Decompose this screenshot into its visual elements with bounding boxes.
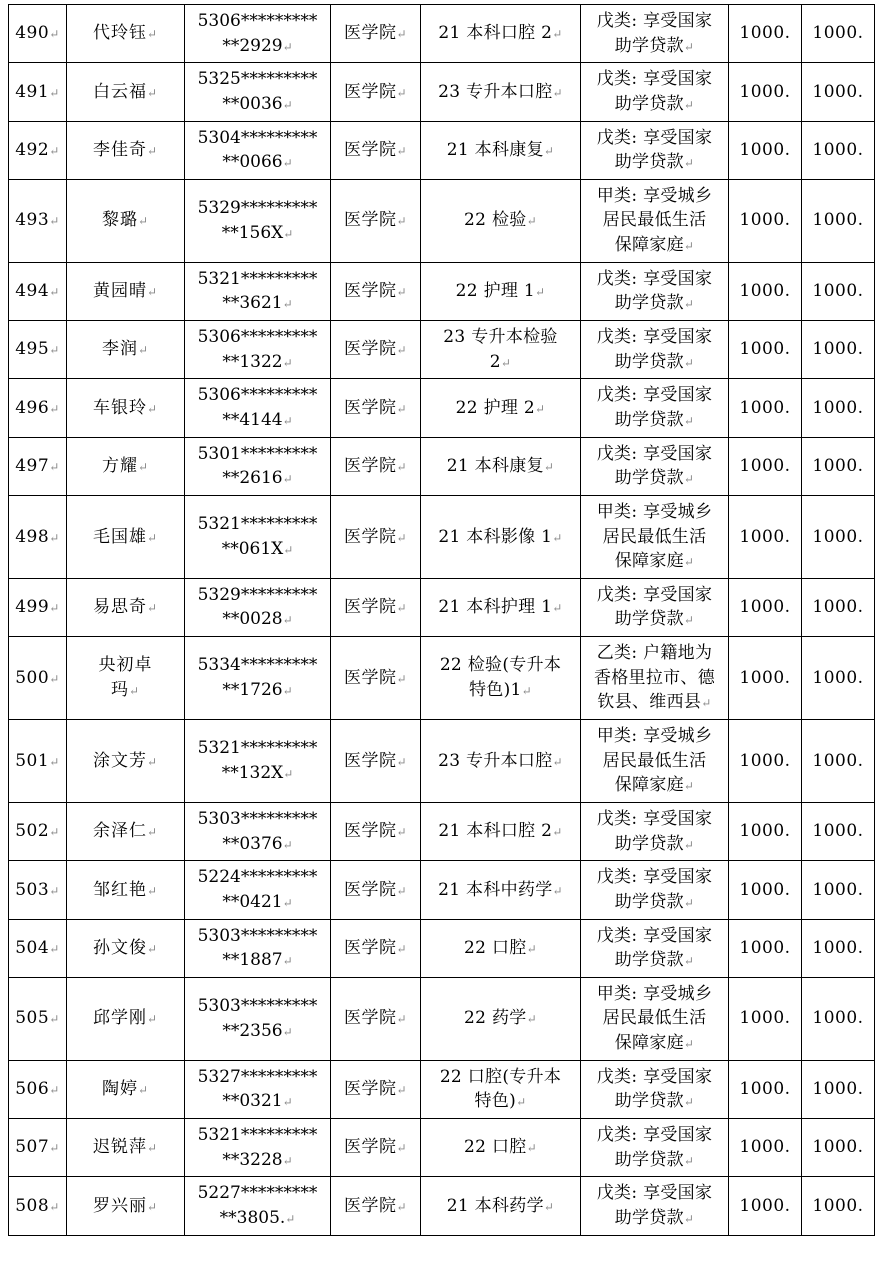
- cell-category: 戊类: 享受国家 助学贷款↵: [581, 5, 729, 63]
- cell-index: 503↵: [9, 861, 67, 919]
- cell-college: 医学院↵: [331, 861, 421, 919]
- table-row: [9, 179, 875, 262]
- cell-id-number: 5224********* **0421↵: [185, 861, 331, 919]
- cell-id-number: 5329********* **0028↵: [185, 578, 331, 636]
- cell-major-class: 21 本科影像 1↵: [421, 495, 581, 578]
- table-row: [9, 720, 875, 803]
- cell-student-name: 涂文芳↵: [67, 720, 185, 803]
- cell-index: 504↵: [9, 919, 67, 977]
- cell-amount-approved: 1000.: [729, 121, 802, 179]
- cell-student-name: 方耀↵: [67, 437, 185, 495]
- cell-id-number: 5321********* **132X↵: [185, 720, 331, 803]
- cell-major-class: 22 护理 2↵: [421, 379, 581, 437]
- cell-index: 499↵: [9, 578, 67, 636]
- cell-college: 医学院↵: [331, 63, 421, 121]
- table-row: [9, 262, 875, 320]
- cell-category: 甲类: 享受城乡 居民最低生活 保障家庭↵: [581, 720, 729, 803]
- cell-category: 戊类: 享受国家 助学贷款↵: [581, 1060, 729, 1118]
- cell-major-class: 21 本科口腔 2↵: [421, 5, 581, 63]
- cell-index: 506↵: [9, 1060, 67, 1118]
- cell-college: 医学院↵: [331, 495, 421, 578]
- cell-category: 甲类: 享受城乡 居民最低生活 保障家庭↵: [581, 179, 729, 262]
- cell-college: 医学院↵: [331, 1177, 421, 1235]
- cell-category: 戊类: 享受国家 助学贷款↵: [581, 861, 729, 919]
- cell-amount-granted: 1000.: [802, 802, 875, 860]
- cell-major-class: 21 本科药学↵: [421, 1177, 581, 1235]
- cell-amount-approved: 1000.: [729, 495, 802, 578]
- cell-amount-granted: 1000.: [802, 321, 875, 379]
- cell-id-number: 5325********* **0036↵: [185, 63, 331, 121]
- cell-college: 医学院↵: [331, 919, 421, 977]
- cell-id-number: 5303********* **1887↵: [185, 919, 331, 977]
- cell-category: 戊类: 享受国家 助学贷款↵: [581, 321, 729, 379]
- cell-amount-granted: 1000.: [802, 121, 875, 179]
- table-row: [9, 63, 875, 121]
- table-row: [9, 1118, 875, 1176]
- cell-category: 戊类: 享受国家 助学贷款↵: [581, 63, 729, 121]
- cell-amount-approved: 1000.: [729, 437, 802, 495]
- cell-id-number: 5329********* **156X↵: [185, 179, 331, 262]
- cell-amount-granted: 1000.: [802, 977, 875, 1060]
- cell-student-name: 陶婷↵: [67, 1060, 185, 1118]
- cell-amount-approved: 1000.: [729, 977, 802, 1060]
- cell-amount-granted: 1000.: [802, 861, 875, 919]
- cell-id-number: 5227********* **3805.↵: [185, 1177, 331, 1235]
- cell-id-number: 5303********* **0376↵: [185, 802, 331, 860]
- cell-major-class: 23 专升本检验 2↵: [421, 321, 581, 379]
- cell-amount-approved: 1000.: [729, 1177, 802, 1235]
- cell-index: 498↵: [9, 495, 67, 578]
- cell-amount-approved: 1000.: [729, 720, 802, 803]
- cell-major-class: 21 本科护理 1↵: [421, 578, 581, 636]
- cell-category: 戊类: 享受国家 助学贷款↵: [581, 437, 729, 495]
- cell-college: 医学院↵: [331, 179, 421, 262]
- cell-id-number: 5306********* **4144↵: [185, 379, 331, 437]
- cell-student-name: 余泽仁↵: [67, 802, 185, 860]
- cell-student-name: 白云福↵: [67, 63, 185, 121]
- cell-index: 501↵: [9, 720, 67, 803]
- cell-student-name: 黄园晴↵: [67, 262, 185, 320]
- table-row: [9, 802, 875, 860]
- cell-amount-approved: 1000.: [729, 578, 802, 636]
- table-row: [9, 1060, 875, 1118]
- cell-college: 医学院↵: [331, 720, 421, 803]
- cell-student-name: 央初卓 玛↵: [67, 637, 185, 720]
- cell-major-class: 22 检验↵: [421, 179, 581, 262]
- cell-amount-approved: 1000.: [729, 179, 802, 262]
- cell-amount-approved: 1000.: [729, 919, 802, 977]
- subsidy-roster-table: [8, 4, 875, 1236]
- cell-college: 医学院↵: [331, 1060, 421, 1118]
- table-row: [9, 861, 875, 919]
- cell-amount-granted: 1000.: [802, 578, 875, 636]
- cell-amount-granted: 1000.: [802, 1060, 875, 1118]
- cell-student-name: 车银玲↵: [67, 379, 185, 437]
- cell-index: 496↵: [9, 379, 67, 437]
- cell-id-number: 5306********* **2929↵: [185, 5, 331, 63]
- cell-college: 医学院↵: [331, 977, 421, 1060]
- cell-index: 500↵: [9, 637, 67, 720]
- cell-major-class: 21 本科康复↵: [421, 121, 581, 179]
- cell-amount-approved: 1000.: [729, 802, 802, 860]
- cell-index: 493↵: [9, 179, 67, 262]
- cell-category: 戊类: 享受国家 助学贷款↵: [581, 262, 729, 320]
- table-row: [9, 495, 875, 578]
- table-row: [9, 321, 875, 379]
- cell-major-class: 22 药学↵: [421, 977, 581, 1060]
- cell-student-name: 毛国雄↵: [67, 495, 185, 578]
- cell-index: 492↵: [9, 121, 67, 179]
- cell-category: 戊类: 享受国家 助学贷款↵: [581, 379, 729, 437]
- cell-amount-granted: 1000.: [802, 495, 875, 578]
- cell-id-number: 5301********* **2616↵: [185, 437, 331, 495]
- cell-major-class: 23 专升本口腔↵: [421, 63, 581, 121]
- cell-id-number: 5321********* **3621↵: [185, 262, 331, 320]
- cell-college: 医学院↵: [331, 262, 421, 320]
- cell-student-name: 邹红艳↵: [67, 861, 185, 919]
- cell-amount-granted: 1000.: [802, 720, 875, 803]
- cell-id-number: 5306********* **1322↵: [185, 321, 331, 379]
- cell-amount-approved: 1000.: [729, 262, 802, 320]
- cell-category: 戊类: 享受国家 助学贷款↵: [581, 578, 729, 636]
- cell-college: 医学院↵: [331, 637, 421, 720]
- cell-index: 505↵: [9, 977, 67, 1060]
- cell-major-class: 21 本科中药学↵: [421, 861, 581, 919]
- cell-student-name: 邱学刚↵: [67, 977, 185, 1060]
- cell-college: 医学院↵: [331, 802, 421, 860]
- table-row: [9, 379, 875, 437]
- cell-id-number: 5303********* **2356↵: [185, 977, 331, 1060]
- cell-amount-granted: 1000.: [802, 63, 875, 121]
- cell-category: 甲类: 享受城乡 居民最低生活 保障家庭↵: [581, 495, 729, 578]
- table-row: [9, 5, 875, 63]
- cell-student-name: 孙文俊↵: [67, 919, 185, 977]
- table-row: [9, 919, 875, 977]
- cell-index: 495↵: [9, 321, 67, 379]
- cell-major-class: 23 专升本口腔↵: [421, 720, 581, 803]
- cell-index: 508↵: [9, 1177, 67, 1235]
- table-row: [9, 121, 875, 179]
- cell-category: 甲类: 享受城乡 居民最低生活 保障家庭↵: [581, 977, 729, 1060]
- cell-amount-approved: 1000.: [729, 321, 802, 379]
- cell-college: 医学院↵: [331, 121, 421, 179]
- cell-student-name: 李佳奇↵: [67, 121, 185, 179]
- cell-student-name: 李润↵: [67, 321, 185, 379]
- cell-college: 医学院↵: [331, 5, 421, 63]
- cell-student-name: 代玲钰↵: [67, 5, 185, 63]
- table-row: [9, 1177, 875, 1235]
- cell-amount-granted: 1000.: [802, 1118, 875, 1176]
- cell-amount-approved: 1000.: [729, 637, 802, 720]
- cell-college: 医学院↵: [331, 1118, 421, 1176]
- table-row: [9, 578, 875, 636]
- cell-id-number: 5334********* **1726↵: [185, 637, 331, 720]
- cell-amount-granted: 1000.: [802, 179, 875, 262]
- cell-category: 戊类: 享受国家 助学贷款↵: [581, 802, 729, 860]
- cell-category: 戊类: 享受国家 助学贷款↵: [581, 121, 729, 179]
- cell-amount-granted: 1000.: [802, 1177, 875, 1235]
- cell-student-name: 罗兴丽↵: [67, 1177, 185, 1235]
- cell-amount-approved: 1000.: [729, 861, 802, 919]
- cell-college: 医学院↵: [331, 321, 421, 379]
- cell-student-name: 黎璐↵: [67, 179, 185, 262]
- cell-index: 494↵: [9, 262, 67, 320]
- cell-index: 491↵: [9, 63, 67, 121]
- cell-id-number: 5321********* **061X↵: [185, 495, 331, 578]
- cell-category: 戊类: 享受国家 助学贷款↵: [581, 1118, 729, 1176]
- table-body: [9, 5, 875, 1236]
- cell-college: 医学院↵: [331, 578, 421, 636]
- cell-amount-granted: 1000.: [802, 637, 875, 720]
- cell-major-class: 21 本科康复↵: [421, 437, 581, 495]
- cell-major-class: 22 口腔(专升本 特色)↵: [421, 1060, 581, 1118]
- cell-amount-approved: 1000.: [729, 1060, 802, 1118]
- table-row: [9, 437, 875, 495]
- cell-college: 医学院↵: [331, 379, 421, 437]
- cell-student-name: 迟锐萍↵: [67, 1118, 185, 1176]
- cell-major-class: 21 本科口腔 2↵: [421, 802, 581, 860]
- cell-student-name: 易思奇↵: [67, 578, 185, 636]
- cell-major-class: 22 口腔↵: [421, 919, 581, 977]
- cell-major-class: 22 护理 1↵: [421, 262, 581, 320]
- cell-category: 乙类: 户籍地为 香格里拉市、德 钦县、维西县↵: [581, 637, 729, 720]
- cell-amount-granted: 1000.: [802, 437, 875, 495]
- cell-id-number: 5321********* **3228↵: [185, 1118, 331, 1176]
- cell-index: 507↵: [9, 1118, 67, 1176]
- cell-amount-granted: 1000.: [802, 262, 875, 320]
- cell-major-class: 22 口腔↵: [421, 1118, 581, 1176]
- cell-amount-approved: 1000.: [729, 63, 802, 121]
- cell-amount-approved: 1000.: [729, 379, 802, 437]
- cell-index: 490↵: [9, 5, 67, 63]
- cell-id-number: 5304********* **0066↵: [185, 121, 331, 179]
- cell-index: 497↵: [9, 437, 67, 495]
- cell-category: 戊类: 享受国家 助学贷款↵: [581, 919, 729, 977]
- cell-amount-granted: 1000.: [802, 5, 875, 63]
- cell-amount-approved: 1000.: [729, 5, 802, 63]
- cell-id-number: 5327********* **0321↵: [185, 1060, 331, 1118]
- cell-amount-approved: 1000.: [729, 1118, 802, 1176]
- cell-major-class: 22 检验(专升本 特色)1↵: [421, 637, 581, 720]
- cell-category: 戊类: 享受国家 助学贷款↵: [581, 1177, 729, 1235]
- table-row: [9, 637, 875, 720]
- cell-amount-granted: 1000.: [802, 919, 875, 977]
- cell-index: 502↵: [9, 802, 67, 860]
- cell-amount-granted: 1000.: [802, 379, 875, 437]
- cell-college: 医学院↵: [331, 437, 421, 495]
- table-row: [9, 977, 875, 1060]
